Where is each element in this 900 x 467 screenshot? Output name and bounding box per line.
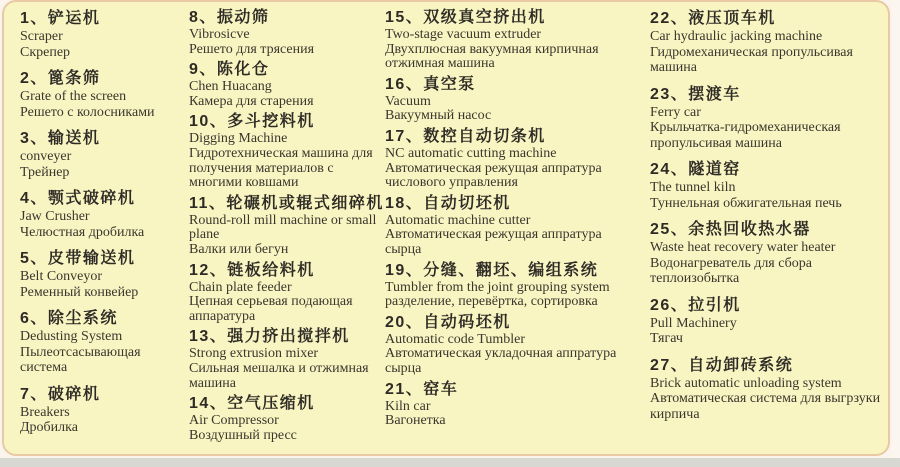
- item-name-ru: Ременный конвейер: [20, 284, 139, 300]
- machinery-list-panel: [2, 0, 890, 456]
- item-name-en: Tumbler from the joint grouping system: [385, 279, 610, 295]
- item-name-ru: Цепная серьевая подающая аппаратура: [189, 294, 353, 324]
- item-name-zh: 11、轮碾机或辊式细碎机: [189, 194, 384, 212]
- item-name-ru: Туннельная обжигательная печь: [650, 195, 842, 211]
- item-name-zh: 24、隧道窑: [650, 161, 741, 178]
- machinery-item: [20, 189, 184, 240]
- item-name-en: NC automatic cutting machine: [385, 145, 557, 161]
- item-name-zh: 7、破碎机: [20, 385, 101, 403]
- machinery-item: [385, 195, 621, 258]
- column-4: [650, 9, 882, 431]
- machinery-item: [385, 76, 621, 124]
- item-name-ru: Автоматическая режущая аппратура числового управления: [385, 160, 602, 191]
- item-name-en: Round-roll mill machine or small plane: [189, 212, 377, 243]
- item-name-en: Ferry car: [650, 104, 701, 120]
- machinery-item: [650, 160, 882, 211]
- item-name-ru: Двухплюсная вакуумная кирпичная отжимная машина: [385, 41, 599, 72]
- item-name-ru: Крыльчатка-гидромеханическая пропульсивая машина: [650, 120, 841, 151]
- item-name-zh: 20、自动码坯机: [385, 313, 511, 331]
- item-name-ru: Автоматическая система для выгрзуки кирпича: [650, 391, 881, 422]
- machinery-item: [189, 113, 381, 190]
- machinery-item: [385, 128, 621, 191]
- item-name-en: Strong extrusion mixer: [189, 346, 319, 362]
- item-name-zh: 17、数控自动切条机: [385, 127, 546, 145]
- machinery-item: [650, 220, 882, 287]
- item-name-zh: 25、余热回收热水器: [650, 221, 811, 238]
- item-name-zh: 16、真空泵: [385, 75, 476, 93]
- item-name-en: Chain plate feeder: [189, 279, 292, 295]
- item-name-ru: Тягач: [650, 331, 683, 346]
- item-name-zh: 21、窑车: [385, 380, 459, 398]
- machinery-item: [385, 381, 621, 429]
- item-name-zh: 23、摆渡车: [650, 85, 741, 103]
- item-name-ru: Камера для старения: [189, 93, 314, 109]
- machinery-item: [20, 385, 184, 436]
- item-name-ru: Валки или бегун: [189, 241, 289, 257]
- item-name-ru: Челюстная дробилка: [20, 224, 145, 240]
- item-name-en: Chen Huacang: [189, 79, 272, 95]
- item-name-ru: Воздушный пресс: [189, 427, 297, 443]
- item-name-ru: Трейнер: [20, 164, 70, 180]
- item-name-ru: Вакуумный насос: [385, 108, 492, 124]
- item-name-zh: 4、颚式破碎机: [20, 190, 136, 207]
- machinery-item: [189, 61, 381, 109]
- item-name-zh: 18、自动切坯机: [385, 194, 511, 212]
- item-name-zh: 1、铲运机: [20, 10, 101, 27]
- machinery-item: [20, 69, 184, 120]
- column-2: [189, 9, 384, 447]
- item-name-en: The tunnel kiln: [650, 180, 736, 195]
- item-name-ru: Пылеотсасывающая система: [20, 344, 141, 375]
- column-3: [385, 9, 621, 433]
- item-name-en: Pull Machinery: [650, 315, 737, 331]
- item-name-ru: Автоматическая укладочная аппратура сырца: [385, 346, 617, 376]
- item-name-ru: Решето для трясения: [189, 41, 315, 57]
- item-name-ru: Автоматическая режущая аппратура сырца: [385, 227, 602, 257]
- item-name-ru: Скрепер: [20, 44, 71, 60]
- item-name-en: Automatic code Tumbler: [385, 331, 525, 347]
- item-name-ru: Гидромеханическая пропульсивая машина: [650, 44, 853, 75]
- item-name-zh: 12、链板给料机: [189, 261, 315, 279]
- item-name-zh: 15、双级真空挤出机: [385, 9, 546, 26]
- item-name-zh: 9、陈化仓: [189, 61, 270, 79]
- item-name-zh: 19、分缝、翻坯、编组系统: [385, 261, 599, 279]
- item-name-zh: 8、振动筛: [189, 9, 270, 26]
- item-name-en: Breakers: [20, 404, 70, 420]
- item-name-ru: Вагонетка: [385, 413, 446, 429]
- item-name-en: Vacuum: [385, 93, 431, 109]
- item-name-zh: 27、自动卸砖系统: [650, 356, 794, 374]
- item-name-en: Car hydraulic jacking machine: [650, 29, 823, 44]
- machinery-item: [189, 328, 381, 391]
- item-name-en: Dedusting System: [20, 329, 123, 344]
- item-name-en: Kiln car: [385, 398, 431, 414]
- item-name-zh: 13、强力挤出搅拌机: [189, 328, 350, 346]
- machinery-item: [189, 9, 381, 57]
- item-name-zh: 22、液压顶车机: [650, 10, 776, 27]
- bottom-strip: [0, 458, 900, 467]
- machinery-item: [189, 194, 384, 258]
- machinery-item: [650, 85, 882, 152]
- item-name-zh: 26、拉引机: [650, 296, 741, 314]
- item-name-en: Jaw Crusher: [20, 209, 90, 224]
- item-name-en: Waste heat recovery water heater: [650, 240, 836, 255]
- item-name-ru: Дробилка: [20, 420, 78, 435]
- machinery-item: [385, 314, 621, 377]
- machinery-item: [189, 262, 381, 325]
- item-name-ru: разделение, перевёртка, сортировка: [385, 294, 598, 310]
- item-name-en: conveyer: [20, 149, 72, 164]
- item-name-en: Belt Conveyor: [20, 269, 103, 284]
- item-name-en: Air Compressor: [189, 413, 279, 429]
- item-name-en: Vibrosicve: [189, 27, 250, 42]
- item-name-ru: Решето с колосниками: [20, 104, 155, 120]
- item-name-en: Scraper: [20, 29, 63, 44]
- machinery-item: [20, 129, 184, 180]
- item-name-en: Two-stage vacuum extruder: [385, 27, 542, 42]
- item-name-zh: 6、除尘系统: [20, 310, 118, 327]
- machinery-item: [189, 395, 381, 443]
- item-name-en: Digging Machine: [189, 131, 288, 147]
- item-name-zh: 3、输送机: [20, 130, 101, 147]
- right-margin: [892, 0, 900, 458]
- item-name-zh: 14、空气压缩机: [189, 395, 315, 413]
- machinery-item: [650, 356, 882, 423]
- item-name-en: Grate of the screen: [20, 89, 127, 104]
- item-name-ru: Водонагреватель для сбора теплоизобытка: [650, 255, 812, 286]
- machinery-item: [385, 9, 621, 72]
- machinery-item: [650, 9, 882, 76]
- item-name-zh: 2、篦条筛: [20, 70, 101, 87]
- machinery-item: [20, 249, 184, 300]
- item-name-en: Automatic machine cutter: [385, 212, 531, 228]
- item-name-ru: Гидротехническая машина для получения материалов с многими ковшами: [189, 145, 373, 191]
- machinery-item: [385, 262, 621, 310]
- column-1: [20, 9, 184, 445]
- machinery-item: [20, 309, 184, 376]
- machinery-item: [20, 9, 184, 60]
- item-name-zh: 5、皮带输送机: [20, 250, 136, 267]
- machinery-item: [650, 296, 882, 347]
- item-name-zh: 10、多斗挖料机: [189, 113, 315, 131]
- item-name-en: Brick automatic unloading system: [650, 375, 842, 391]
- item-name-ru: Сильная мешалка и отжимная машина: [189, 360, 369, 391]
